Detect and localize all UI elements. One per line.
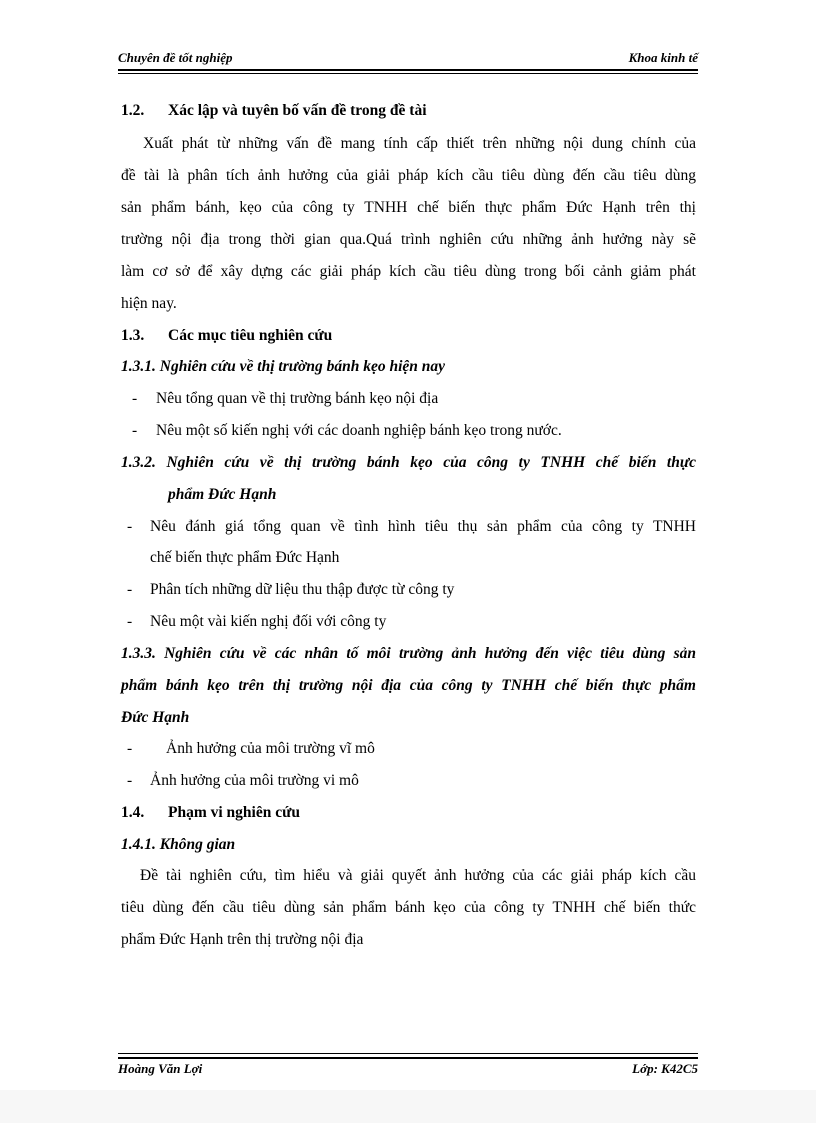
section-1-4-number: 1.4. bbox=[121, 804, 145, 821]
footer-author: Hoàng Văn Lợi bbox=[118, 1061, 203, 1076]
footer-class: Lớp: K42C5 bbox=[632, 1061, 698, 1076]
bullet-dash: - bbox=[127, 740, 133, 757]
paragraph-1-line-4: trường nội địa trong thời gian qua.Quá trình nghiên cứu những ảnh hưởng này sẽ bbox=[121, 231, 696, 248]
bullet-dash: - bbox=[132, 390, 138, 407]
paragraph-1-line-1: Xuất phát từ những vấn đề mang tính cấp thiết trên những nội dung chính của bbox=[143, 135, 696, 152]
paragraph-1-line-5: làm cơ sở để xây dựng các giải pháp kích cầu tiêu dùng trong bối cảnh giảm phát bbox=[121, 263, 696, 280]
list-item: Nêu một số kiến nghị với các doanh nghiệp bánh kẹo trong nước. bbox=[156, 422, 562, 439]
list-item-continuation: chế biến thực phẩm Đức Hạnh bbox=[150, 549, 340, 566]
list-item: Nêu đánh giá tổng quan về tình hình tiêu thụ sản phẩm của công ty TNHH bbox=[150, 518, 696, 535]
list-item: Ảnh hưởng của môi trường vi mô bbox=[150, 772, 359, 789]
header-rule-thick bbox=[118, 69, 698, 71]
section-1-3-2-heading-line-2: phẩm Đức Hạnh bbox=[168, 486, 277, 503]
section-1-3-heading: Các mục tiêu nghiên cứu bbox=[168, 327, 333, 344]
section-1-3-3-heading-line-2: phẩm bánh kẹo trên thị trường nội địa của công ty TNHH chế biến thực phẩm bbox=[121, 677, 696, 694]
section-1-3-1-heading: 1.3.1. Nghiên cứu về thị trường bánh kẹo hiện nay bbox=[121, 358, 446, 375]
section-1-2-number: 1.2. bbox=[121, 102, 145, 119]
paragraph-1-line-3: sản phẩm bánh, kẹo của công ty TNHH chế biến thực phẩm Đức Hạnh trên thị bbox=[121, 199, 696, 216]
paragraph-2-line-1: Đề tài nghiên cứu, tìm hiểu và giải quyết ảnh hưởng của các giải pháp kích cầu bbox=[140, 867, 696, 884]
header-right-text: Khoa kinh tế bbox=[628, 50, 698, 65]
page-footer bbox=[118, 1061, 698, 1079]
section-1-3-2-heading-line-1: 1.3.2. Nghiên cứu về thị trường bánh kẹo của công ty TNHH chế biến thực bbox=[121, 454, 696, 471]
list-item: Phân tích những dữ liệu thu thập được từ công ty bbox=[150, 581, 455, 598]
bullet-dash: - bbox=[127, 581, 133, 598]
list-item: Nêu một vài kiến nghị đối với công ty bbox=[150, 613, 387, 630]
bullet-dash: - bbox=[127, 518, 133, 535]
section-1-3-number: 1.3. bbox=[121, 327, 145, 344]
paragraph-2-line-2: tiêu dùng đến cầu tiêu dùng sản phẩm bánh kẹo của công ty TNHH chế biến thức bbox=[121, 899, 696, 916]
section-1-3-3-heading-line-3: Đức Hạnh bbox=[121, 709, 190, 726]
bullet-dash: - bbox=[127, 613, 133, 630]
header-left-text: Chuyên đề tốt nghiệp bbox=[118, 50, 233, 65]
list-item: Nêu tổng quan về thị trường bánh kẹo nội địa bbox=[156, 390, 439, 407]
header-rule-thin bbox=[118, 73, 698, 74]
section-1-4-heading: Phạm vi nghiên cứu bbox=[168, 804, 301, 821]
paragraph-1-line-6: hiện nay. bbox=[121, 295, 177, 312]
bullet-dash: - bbox=[127, 772, 133, 789]
bottom-strip bbox=[0, 1090, 816, 1123]
section-1-4-1-heading: 1.4.1. Không gian bbox=[121, 836, 236, 853]
section-1-3-3-heading-line-1: 1.3.3. Nghiên cứu về các nhân tố môi trường ảnh hưởng đến việc tiêu dùng sản bbox=[121, 645, 696, 662]
list-item: Ảnh hưởng của môi trường vĩ mô bbox=[166, 740, 375, 757]
section-1-2-heading: Xác lập và tuyên bố vấn đề trong đề tài bbox=[168, 102, 427, 119]
bullet-dash: - bbox=[132, 422, 138, 439]
footer-rule-thin bbox=[118, 1053, 698, 1054]
paragraph-2-line-3: phẩm Đức Hạnh trên thị trường nội địa bbox=[121, 931, 364, 948]
footer-rule-thick bbox=[118, 1057, 698, 1059]
page-header bbox=[118, 50, 698, 68]
paragraph-1-line-2: đề tài là phân tích ảnh hưởng của giải pháp kích cầu tiêu dùng đến cầu tiêu dùng bbox=[121, 167, 696, 184]
